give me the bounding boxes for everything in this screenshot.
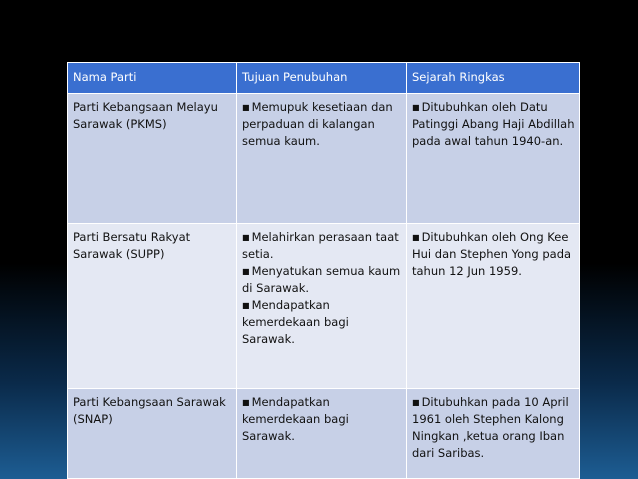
history-cell bbox=[407, 94, 580, 224]
history-item: ■ Ditubuhkan oleh Ong Kee Hui dan Stephen Yong pada tahun 12 Jun 1959. bbox=[412, 230, 572, 278]
party-table bbox=[67, 62, 580, 479]
purpose-item: ■ Memupuk kesetiaan dan perpaduan di kalangan semua kaum. bbox=[242, 100, 393, 148]
bullet-icon: ■ bbox=[242, 301, 250, 310]
bullet-icon: ■ bbox=[242, 398, 250, 407]
bullet-icon: ■ bbox=[412, 398, 420, 407]
history-cell bbox=[407, 389, 580, 479]
history-cell bbox=[407, 224, 580, 389]
table-row bbox=[68, 389, 580, 479]
purpose-cell bbox=[237, 224, 407, 389]
bullet-icon: ■ bbox=[242, 103, 250, 112]
bullet-icon: ■ bbox=[412, 233, 420, 242]
purpose-item: ■ Menyatukan semua kaum di Sarawak. bbox=[242, 264, 401, 295]
bullet-icon: ■ bbox=[242, 267, 250, 276]
purpose-item: ■ Melahirkan perasaan taat setia. bbox=[242, 230, 399, 261]
purpose-item: ■ Mendapatkan kemerdekaan bagi Sarawak. bbox=[242, 298, 349, 346]
table-row bbox=[68, 94, 580, 224]
purpose-cell bbox=[237, 94, 407, 224]
party-name-cell: Parti Kebangsaan Melayu Sarawak (PKMS) bbox=[68, 94, 237, 224]
bullet-icon: ■ bbox=[242, 233, 250, 242]
party-name-cell: Parti Bersatu Rakyat Sarawak (SUPP) bbox=[68, 224, 237, 389]
party-name-cell: Parti Kebangsaan Sarawak (SNAP) bbox=[68, 389, 237, 479]
history-item: ■ Ditubuhkan oleh Datu Patinggi Abang Haji Abdillah pada awal tahun 1940-an. bbox=[412, 100, 575, 148]
table-row bbox=[68, 224, 580, 389]
bullet-icon: ■ bbox=[412, 103, 420, 112]
history-item: ■ Ditubuhkan pada 10 April 1961 oleh Stephen Kalong Ningkan ,ketua orang Iban dari Saribas. bbox=[412, 395, 569, 460]
header-history: Sejarah Ringkas bbox=[407, 63, 580, 94]
purpose-item: ■ Mendapatkan kemerdekaan bagi Sarawak. bbox=[242, 395, 349, 443]
header-purpose: Tujuan Penubuhan bbox=[237, 63, 407, 94]
header-row bbox=[68, 63, 580, 94]
purpose-cell bbox=[237, 389, 407, 479]
header-party-name: Nama Parti bbox=[68, 63, 237, 94]
